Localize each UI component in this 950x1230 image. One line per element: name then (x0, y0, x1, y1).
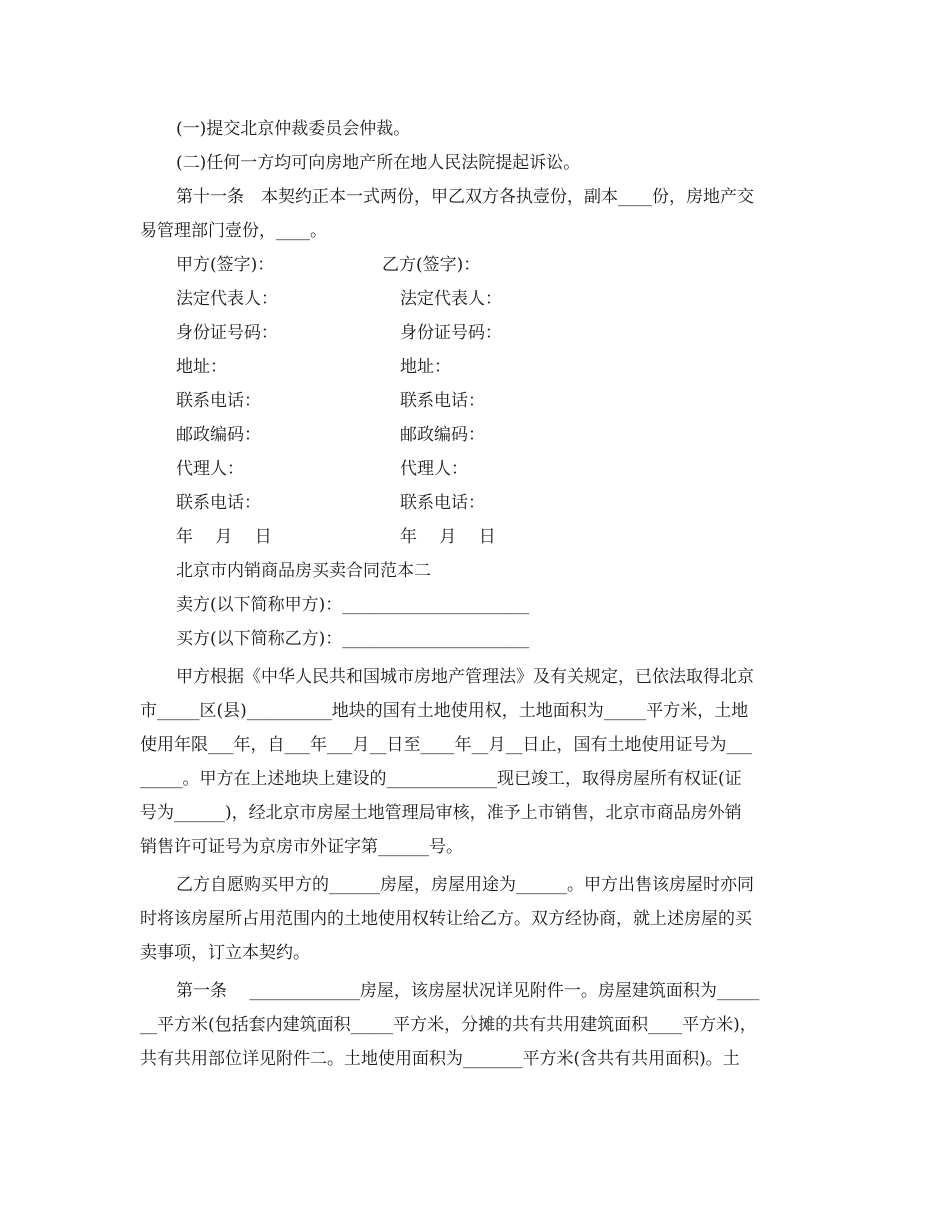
signature-row (140, 418, 812, 452)
party-b-agent-label: 代理人： (400, 459, 468, 479)
buyer-field-line: 买方(以下简称乙方)：______________________ (176, 629, 530, 649)
signature-row (140, 350, 812, 384)
party-b-agent-phone-label: 联系电话： (400, 493, 485, 513)
signature-row (140, 486, 812, 520)
party-a-postcode-label: 邮政编码： (176, 425, 261, 445)
arbitration-option-2: (二)任何一方均可向房地产所在地人民法院提起诉讼。 (176, 153, 581, 173)
party-b-legal-rep-label: 法定代表人： (400, 289, 502, 309)
signature-row (140, 316, 812, 350)
document-body (140, 112, 812, 1076)
preamble-line-3: 使用年限___年，自___年___月__日至____年__月__日止，国有土地使用证号为___ (140, 735, 752, 755)
party-a-id-label: 身份证号码： (176, 323, 278, 343)
party-a-date-label: 年 月 日 (176, 527, 272, 547)
party-b-signature-label: 乙方(签字)： (382, 255, 481, 275)
seller-field-line: 卖方(以下简称甲方)：______________________ (176, 595, 530, 615)
purchase-intent-line-1: 乙方自愿购买甲方的______房屋，房屋用途为______。甲方出售该房屋时亦同 (176, 875, 754, 895)
preamble-line-2: 市_____区(县)__________地块的国有土地使用权，土地面积为_____平方米，土地 (140, 701, 749, 721)
purchase-intent-line-3: 卖事项，订立本契约。 (140, 943, 310, 963)
preamble-line-1: 甲方根据《中华人民共和国城市房地产管理法》及有关规定，已依法取得北京 (176, 667, 754, 687)
preamble-line-4: _____。甲方在上述地块上建设的_____________现已竣工，取得房屋所有权证(证 (140, 769, 742, 789)
party-a-agent-phone-label: 联系电话： (176, 493, 261, 513)
party-a-phone-label: 联系电话： (176, 391, 261, 411)
preamble-line-5: 号为______)，经北京市房屋土地管理局审核，准予上市销售，北京市商品房外销 (140, 803, 742, 823)
preamble-line-6: 销售许可证号为京房市外证字第______号。 (140, 837, 463, 857)
article-11-line-2: 易管理部门壹份，____。 (140, 221, 327, 241)
party-b-postcode-label: 邮政编码： (400, 425, 485, 445)
signature-row (140, 384, 812, 418)
signature-row (140, 282, 812, 316)
party-b-id-label: 身份证号码： (400, 323, 502, 343)
party-b-date-label: 年 月 日 (400, 527, 496, 547)
party-a-agent-label: 代理人： (176, 459, 244, 479)
party-a-address-label: 地址： (176, 357, 227, 377)
party-b-address-label: 地址： (400, 357, 451, 377)
article-1-line-1: 第一条 _____________房屋，该房屋状况详见附件一。房屋建筑面积为_____ (176, 981, 760, 1001)
contract-template-title: 北京市内销商品房买卖合同范本二 (176, 561, 431, 581)
article-1-line-3: 共有共用部位详见附件二。土地使用面积为_______平方米(含共有共用面积)。土 (140, 1049, 740, 1069)
article-1-line-2: __平方米(包括套内建筑面积_____平方米，分摊的共有共用建筑面积____平方米)， (140, 1015, 757, 1035)
article-11-line-1: 第十一条 本契约正本一式两份，甲乙双方各执壹份，副本____份，房地产交 (176, 187, 754, 207)
party-b-phone-label: 联系电话： (400, 391, 485, 411)
signature-row (140, 248, 812, 282)
party-a-legal-rep-label: 法定代表人： (176, 289, 278, 309)
party-a-signature-label: 甲方(签字)： (176, 255, 275, 275)
purchase-intent-line-2: 时将该房屋所占用范围内的土地使用权转让给乙方。双方经协商，就上述房屋的买 (140, 909, 752, 929)
arbitration-option-1: (一)提交北京仲裁委员会仲裁。 (176, 119, 411, 139)
signature-row (140, 520, 812, 554)
signature-row (140, 452, 812, 486)
